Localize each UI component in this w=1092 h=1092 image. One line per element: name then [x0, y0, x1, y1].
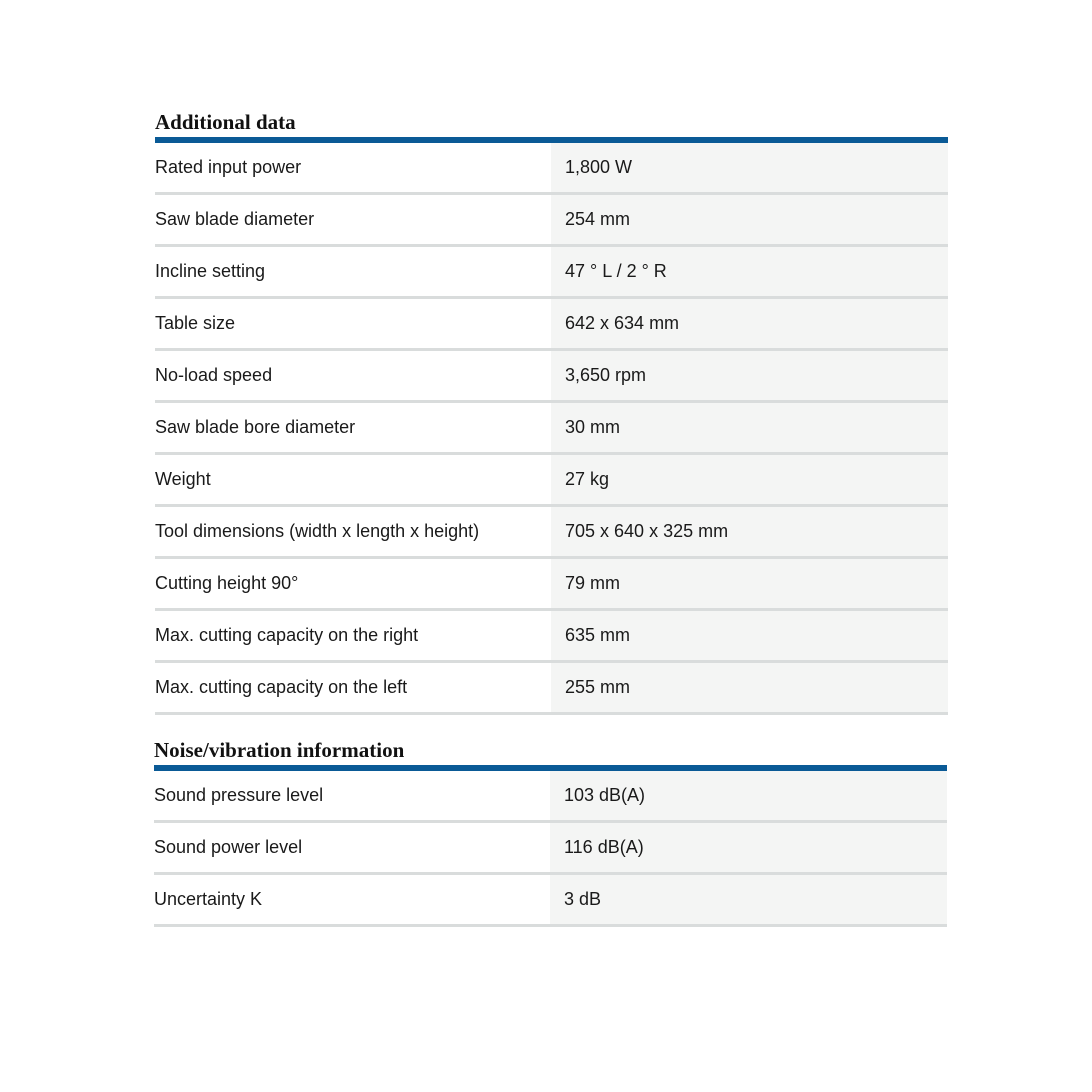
additional-data-table — [155, 143, 948, 715]
table-row — [155, 506, 948, 558]
spec-label: Tool dimensions (width x length x height) — [155, 506, 551, 558]
spec-value: 79 mm — [551, 558, 948, 610]
noise-vibration-section — [154, 735, 947, 927]
table-row — [155, 298, 948, 350]
spec-value: 254 mm — [551, 194, 948, 246]
table-row — [155, 194, 948, 246]
table-row — [155, 402, 948, 454]
spec-value: 103 dB(A) — [550, 771, 947, 822]
table-row — [154, 771, 947, 822]
noise-vibration-table — [154, 771, 947, 927]
spec-label: Saw blade bore diameter — [155, 402, 551, 454]
table-row — [155, 662, 948, 714]
table-row — [155, 143, 948, 194]
noise-vibration-title: Noise/vibration information — [154, 738, 405, 762]
additional-data-section — [155, 107, 948, 715]
spec-label: Incline setting — [155, 246, 551, 298]
spec-label: Sound pressure level — [154, 771, 550, 822]
spec-label: No-load speed — [155, 350, 551, 402]
spec-value: 116 dB(A) — [550, 822, 947, 874]
additional-data-title: Additional data — [155, 110, 296, 134]
table-row — [155, 350, 948, 402]
spec-value: 255 mm — [551, 662, 948, 714]
table-row — [154, 822, 947, 874]
spec-label: Weight — [155, 454, 551, 506]
table-row — [154, 874, 947, 926]
spec-value: 27 kg — [551, 454, 948, 506]
spec-label: Cutting height 90° — [155, 558, 551, 610]
spec-value: 635 mm — [551, 610, 948, 662]
spec-label: Max. cutting capacity on the left — [155, 662, 551, 714]
spec-label: Sound power level — [154, 822, 550, 874]
spec-label: Max. cutting capacity on the right — [155, 610, 551, 662]
table-row — [155, 558, 948, 610]
spec-value: 30 mm — [551, 402, 948, 454]
spec-value: 3 dB — [550, 874, 947, 926]
table-row — [155, 454, 948, 506]
spec-label: Uncertainty K — [154, 874, 550, 926]
spec-value: 642 x 634 mm — [551, 298, 948, 350]
spec-value: 3,650 rpm — [551, 350, 948, 402]
spec-value: 47 ° L / 2 ° R — [551, 246, 948, 298]
spec-label: Rated input power — [155, 143, 551, 194]
spec-label: Saw blade diameter — [155, 194, 551, 246]
spec-label: Table size — [155, 298, 551, 350]
table-row — [155, 246, 948, 298]
table-row — [155, 610, 948, 662]
spec-value: 705 x 640 x 325 mm — [551, 506, 948, 558]
spec-value: 1,800 W — [551, 143, 948, 194]
